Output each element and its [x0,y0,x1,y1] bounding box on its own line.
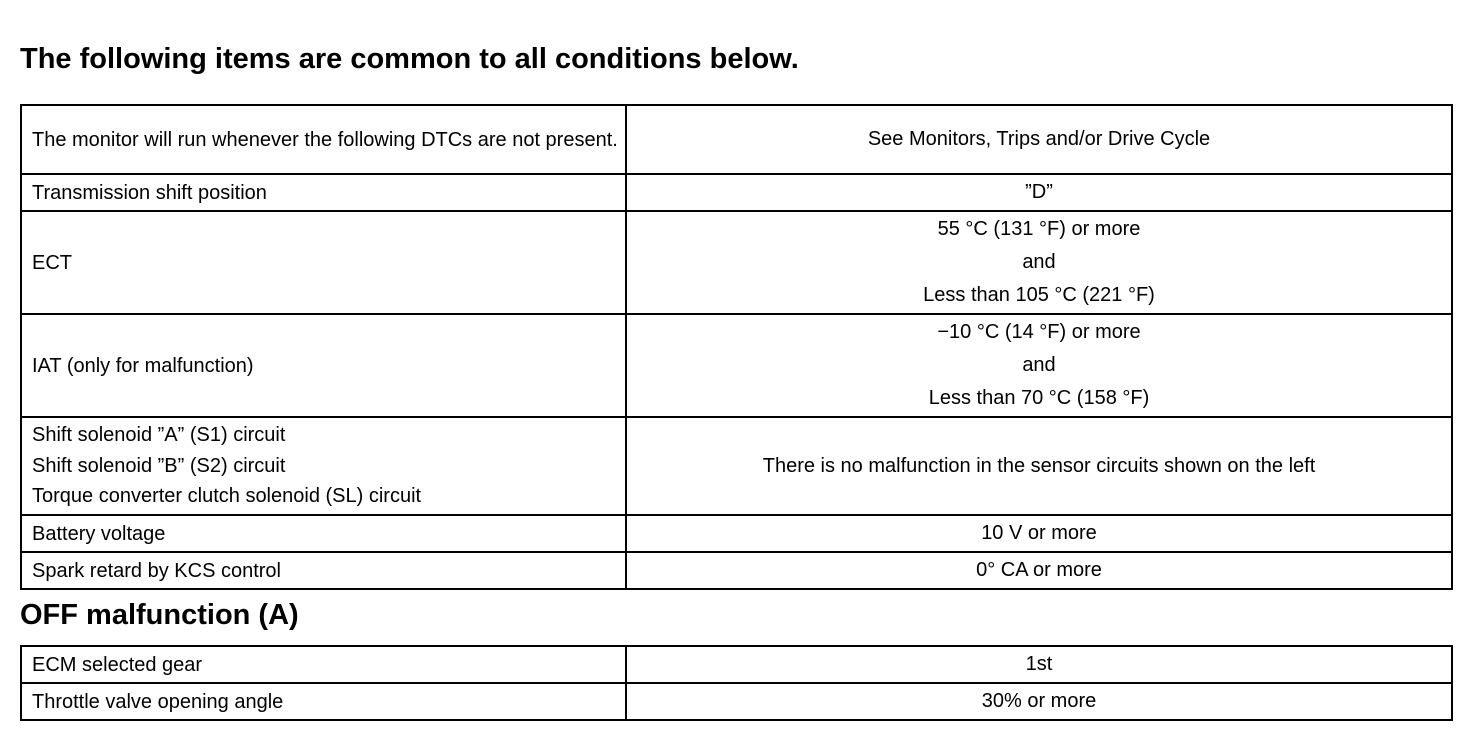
table-row [21,211,1452,314]
condition-label-solenoid-circuits [21,417,626,515]
iat-min-line: −10 °C (14 °F) or more [937,321,1141,343]
table-row [21,552,1452,589]
off-malfunction-table [20,645,1453,721]
condition-value-ect [626,211,1452,314]
table-row [21,646,1452,683]
condition-label-spark-retard: Spark retard by KCS control [21,552,626,589]
common-conditions-table [20,104,1453,590]
condition-value-dtc: See Monitors, Trips and/or Drive Cycle [626,105,1452,174]
solenoid-s1-line: Shift solenoid ”A” (S1) circuit [32,424,286,447]
table-row [21,683,1452,720]
condition-value-throttle-angle: 30% or more [626,683,1452,720]
condition-value-spark-retard: 0° CA or more [626,552,1452,589]
condition-label-ecm-gear: ECM selected gear [21,646,626,683]
condition-value-battery-voltage: 10 V or more [626,515,1452,552]
table-row [21,105,1452,174]
iat-max-line: Less than 70 °C (158 °F) [928,387,1150,409]
condition-label-shift-position: Transmission shift position [21,174,626,211]
off-malfunction-heading: OFF malfunction (A) [20,599,299,631]
condition-label-iat: IAT (only for malfunction) [21,314,626,417]
condition-value-ecm-gear: 1st [626,646,1452,683]
ect-min-line: 55 °C (131 °F) or more [937,218,1141,240]
common-conditions-heading: The following items are common to all conditions below. [20,43,799,75]
condition-label-dtc: The monitor will run whenever the following DTCs are not present. [21,105,626,174]
condition-label-ect: ECT [21,211,626,314]
iat-and-line: and [1022,354,1056,376]
table-row [21,174,1452,211]
condition-value-solenoid-circuits: There is no malfunction in the sensor circuits shown on the left [626,417,1452,515]
solenoid-s2-line: Shift solenoid ”B” (S2) circuit [32,454,286,477]
condition-value-shift-position: ”D” [626,174,1452,211]
condition-value-iat [626,314,1452,417]
table-row [21,314,1452,417]
table-row [21,515,1452,552]
condition-label-throttle-angle: Throttle valve opening angle [21,683,626,720]
ect-and-line: and [1022,251,1056,273]
condition-label-battery-voltage: Battery voltage [21,515,626,552]
ect-max-line: Less than 105 °C (221 °F) [923,284,1155,306]
solenoid-sl-line: Torque converter clutch solenoid (SL) circuit [32,485,422,508]
table-row [21,417,1452,515]
